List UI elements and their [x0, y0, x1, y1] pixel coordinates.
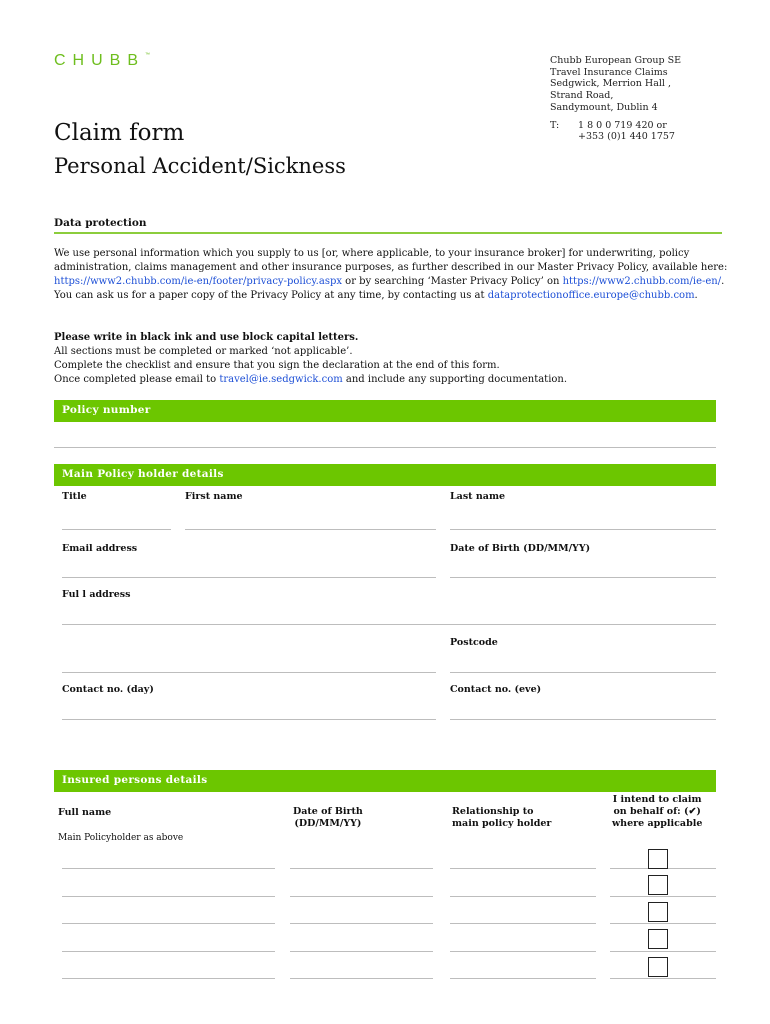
privacy-policy-link[interactable]: https://www2.chubb.com/ie-en/footer/privacy-policy.aspx — [54, 275, 342, 287]
page-subtitle: Personal Accident/Sickness — [54, 154, 346, 178]
insured-dob-field[interactable] — [290, 923, 433, 924]
email-label: Email address — [62, 543, 138, 554]
insured-name-field[interactable] — [62, 978, 275, 979]
insured-name-field[interactable] — [62, 923, 275, 924]
contact-eve-label: Contact no. (eve) — [450, 684, 542, 695]
title-field[interactable] — [62, 529, 171, 530]
policy-holder-header: Main Policy holder details — [54, 464, 716, 486]
address-line: Strand Road, — [550, 90, 614, 102]
address-label: Ful l address — [62, 589, 131, 600]
address-line: Sedgwick, Merrion Hall , — [550, 78, 671, 90]
claim-checkbox[interactable] — [648, 875, 668, 895]
last-name-field[interactable] — [450, 529, 716, 530]
contact-day-field[interactable] — [62, 719, 436, 720]
insured-relationship-field[interactable] — [450, 923, 596, 924]
insured-dob-field[interactable] — [290, 868, 433, 869]
address-field-1[interactable] — [62, 624, 716, 625]
main-policyholder-note: Main Policyholder as above — [58, 833, 184, 843]
instruction-line: Complete the checklist and ensure that you sign the declaration at the end of this form. — [54, 360, 500, 371]
contact-day-label: Contact no. (day) — [62, 684, 154, 695]
claims-email-link[interactable]: travel@ie.sedgwick.com — [219, 374, 343, 385]
postcode-field[interactable] — [450, 672, 716, 673]
col-full-name: Full name — [58, 807, 112, 818]
insured-claim-line — [610, 896, 716, 897]
phone-label: T: — [550, 119, 560, 131]
col-dob: Date of Birth (DD/MM/YY) — [293, 806, 363, 829]
insured-claim-line — [610, 923, 716, 924]
insured-relationship-field[interactable] — [450, 951, 596, 952]
insured-claim-line — [610, 978, 716, 979]
postcode-label: Postcode — [450, 637, 498, 648]
claim-checkbox[interactable] — [648, 849, 668, 869]
page-title: Claim form — [54, 120, 185, 146]
section-divider — [54, 232, 722, 234]
insured-name-field[interactable] — [62, 896, 275, 897]
instruction-bold: Please write in black ink and use block capital letters. — [54, 332, 359, 343]
chubb-logo: CHUBB™ — [54, 52, 151, 69]
address-field-2[interactable] — [62, 672, 436, 673]
insured-relationship-field[interactable] — [450, 868, 596, 869]
col-relationship: Relationship to main policy holder — [452, 806, 552, 829]
instructions — [54, 331, 744, 387]
address-line: Chubb European Group SE — [550, 55, 682, 66]
claim-checkbox[interactable] — [648, 929, 668, 949]
phone-number-1: 1 8 0 0 719 420 or — [578, 119, 667, 131]
dob-label: Date of Birth (DD/MM/YY) — [450, 543, 591, 554]
data-protection-text: We use personal information which you supply to us [or, where applicable, to your insurance broker] for underwriting, policy administration, claims management and other insurance purposes, as further described in our Master Privacy Policy, available here: https://www2.chubb.com/ie-en/footer/privacy-policy.aspx or by searching ‘Master Privacy Policy’ on https://www2.chubb.com/ie-en/. You can ask us for a paper copy of the Privacy Policy at any time, by contacting us at dataprotectionoffice.europe@chubb.com. — [54, 248, 728, 301]
instruction-line: All sections must be completed or marked ‘not applicable’. — [54, 346, 353, 357]
insured-relationship-field[interactable] — [450, 978, 596, 979]
insurer-address — [550, 55, 681, 143]
last-name-label: Last name — [450, 491, 506, 502]
insured-dob-field[interactable] — [290, 951, 433, 952]
claim-checkbox[interactable] — [648, 957, 668, 977]
chubb-site-link[interactable]: https://www2.chubb.com/ie-en/ — [562, 275, 722, 287]
first-name-field[interactable] — [185, 529, 436, 530]
insured-relationship-field[interactable] — [450, 896, 596, 897]
insured-claim-line — [610, 951, 716, 952]
insured-name-field[interactable] — [62, 951, 275, 952]
col-intend-to-claim: I intend to claim on behalf of: (✔) where applicable — [612, 794, 703, 829]
title-label: Title — [62, 491, 87, 502]
phone-number-2: +353 (0)1 440 1757 — [578, 131, 675, 143]
first-name-label: First name — [185, 491, 243, 502]
address-line: Travel Insurance Claims — [550, 66, 668, 78]
address-line: Sandymount, Dublin 4 — [550, 101, 658, 113]
insured-name-field[interactable] — [62, 868, 275, 869]
data-protection-email-link[interactable]: dataprotectionoffice.europe@chubb.com — [487, 289, 695, 301]
policy-number-header: Policy number — [54, 400, 716, 422]
instruction-line: Once completed please email to travel@ie.sedgwick.com and include any supporting documentation. — [54, 374, 568, 385]
dob-field[interactable] — [450, 577, 716, 578]
insured-persons-header: Insured persons details — [54, 770, 716, 792]
contact-eve-field[interactable] — [450, 719, 716, 720]
email-field[interactable] — [62, 577, 436, 578]
policy-number-field[interactable] — [54, 447, 716, 448]
insured-dob-field[interactable] — [290, 896, 433, 897]
data-protection-heading: Data protection — [54, 217, 147, 229]
insured-dob-field[interactable] — [290, 978, 433, 979]
claim-checkbox[interactable] — [648, 902, 668, 922]
